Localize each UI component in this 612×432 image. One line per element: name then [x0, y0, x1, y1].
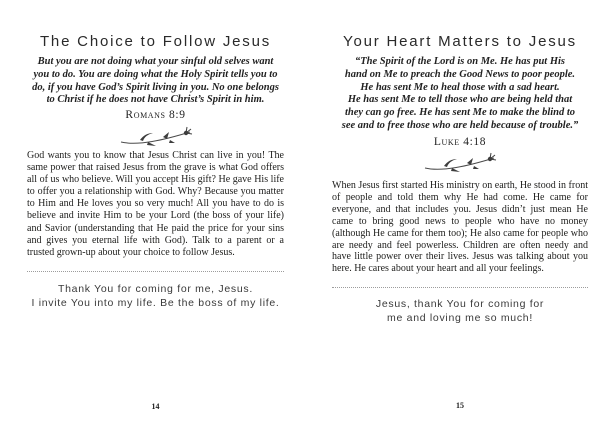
prayer-line: Jesus, thank You for coming for: [375, 298, 545, 310]
page-number: 15: [456, 401, 464, 410]
page-number: 14: [151, 402, 160, 411]
verse-line: He has sent Me to tell those who are being held that: [347, 94, 573, 106]
verse-reference: Luke 4:18: [433, 136, 487, 148]
branch-sprig-icon: [118, 125, 194, 149]
prayer-line: Thank You for coming for me, Jesus.: [58, 283, 253, 295]
verse-line: see and to free those who are held because of trouble.”: [341, 119, 579, 131]
verse-line: you to do. You are doing what the Holy Spirit tells you to: [33, 68, 278, 80]
right-page: [332, 0, 588, 432]
verse-line: to Christ if he does not have Christ’s Spirit in him.: [46, 94, 265, 106]
prayer-line: me and loving me so much!: [387, 312, 533, 324]
page-title: Your Heart Matters to Jesus: [343, 33, 577, 50]
verse-line: He has sent Me to heal those with a sad heart.: [360, 81, 560, 93]
prayer-text: [17, 282, 294, 310]
branch-sprig-icon: [422, 151, 498, 175]
left-page: [27, 0, 284, 432]
verse-quote: [21, 56, 290, 107]
dotted-divider: [332, 287, 588, 288]
verse-line: “The Spirit of the Lord is on Me. He has put His: [354, 56, 566, 67]
prayer-text: [322, 297, 598, 325]
prayer-line: I invite You into my life. Be the boss of my life.: [31, 297, 280, 309]
verse-reference: Romans 8:9: [125, 109, 186, 121]
dotted-divider: [27, 271, 284, 272]
body-paragraph: God wants you to know that Jesus Christ can live in you! The same power that raised Jesus from the grave is what God offers all of us who believe. Will you accept His gift? He gave His life to offer you a relationship with God. Why? Because you matter to Him and He loves you so very much! All you have to do is believe and invite Him to be your Lord (the boss of your life) and Savior (understanding that He paid the price for your sins and gives you eternal life with God). Talk to a parent or a trusted grown-up about your choice to follow Jesus.: [27, 150, 284, 258]
verse-line: But you are not doing what your sinful old selves want: [37, 56, 274, 67]
verse-line: they can go free. He has sent Me to make the blind to: [344, 107, 576, 119]
body-paragraph: When Jesus first started His ministry on earth, He stood in front of people and told them why He had come. He came for everyone, and that includes you. Jesus didn’t just mean He came to bring good news to people who have no money (although He came for them too); He also came for people who are needy and feel powerless. Children are often needy and have little power over their lives. Jesus was talking about you here. He cares about your heart and all your feelings.: [332, 180, 588, 275]
verse-line: do, if you have God’s Spirit living in you. No one belongs: [32, 81, 279, 93]
verse-line: hand on Me to preach the Good News to poor people.: [344, 68, 576, 80]
verse-quote: [326, 56, 594, 133]
page-title: The Choice to Follow Jesus: [39, 33, 272, 50]
